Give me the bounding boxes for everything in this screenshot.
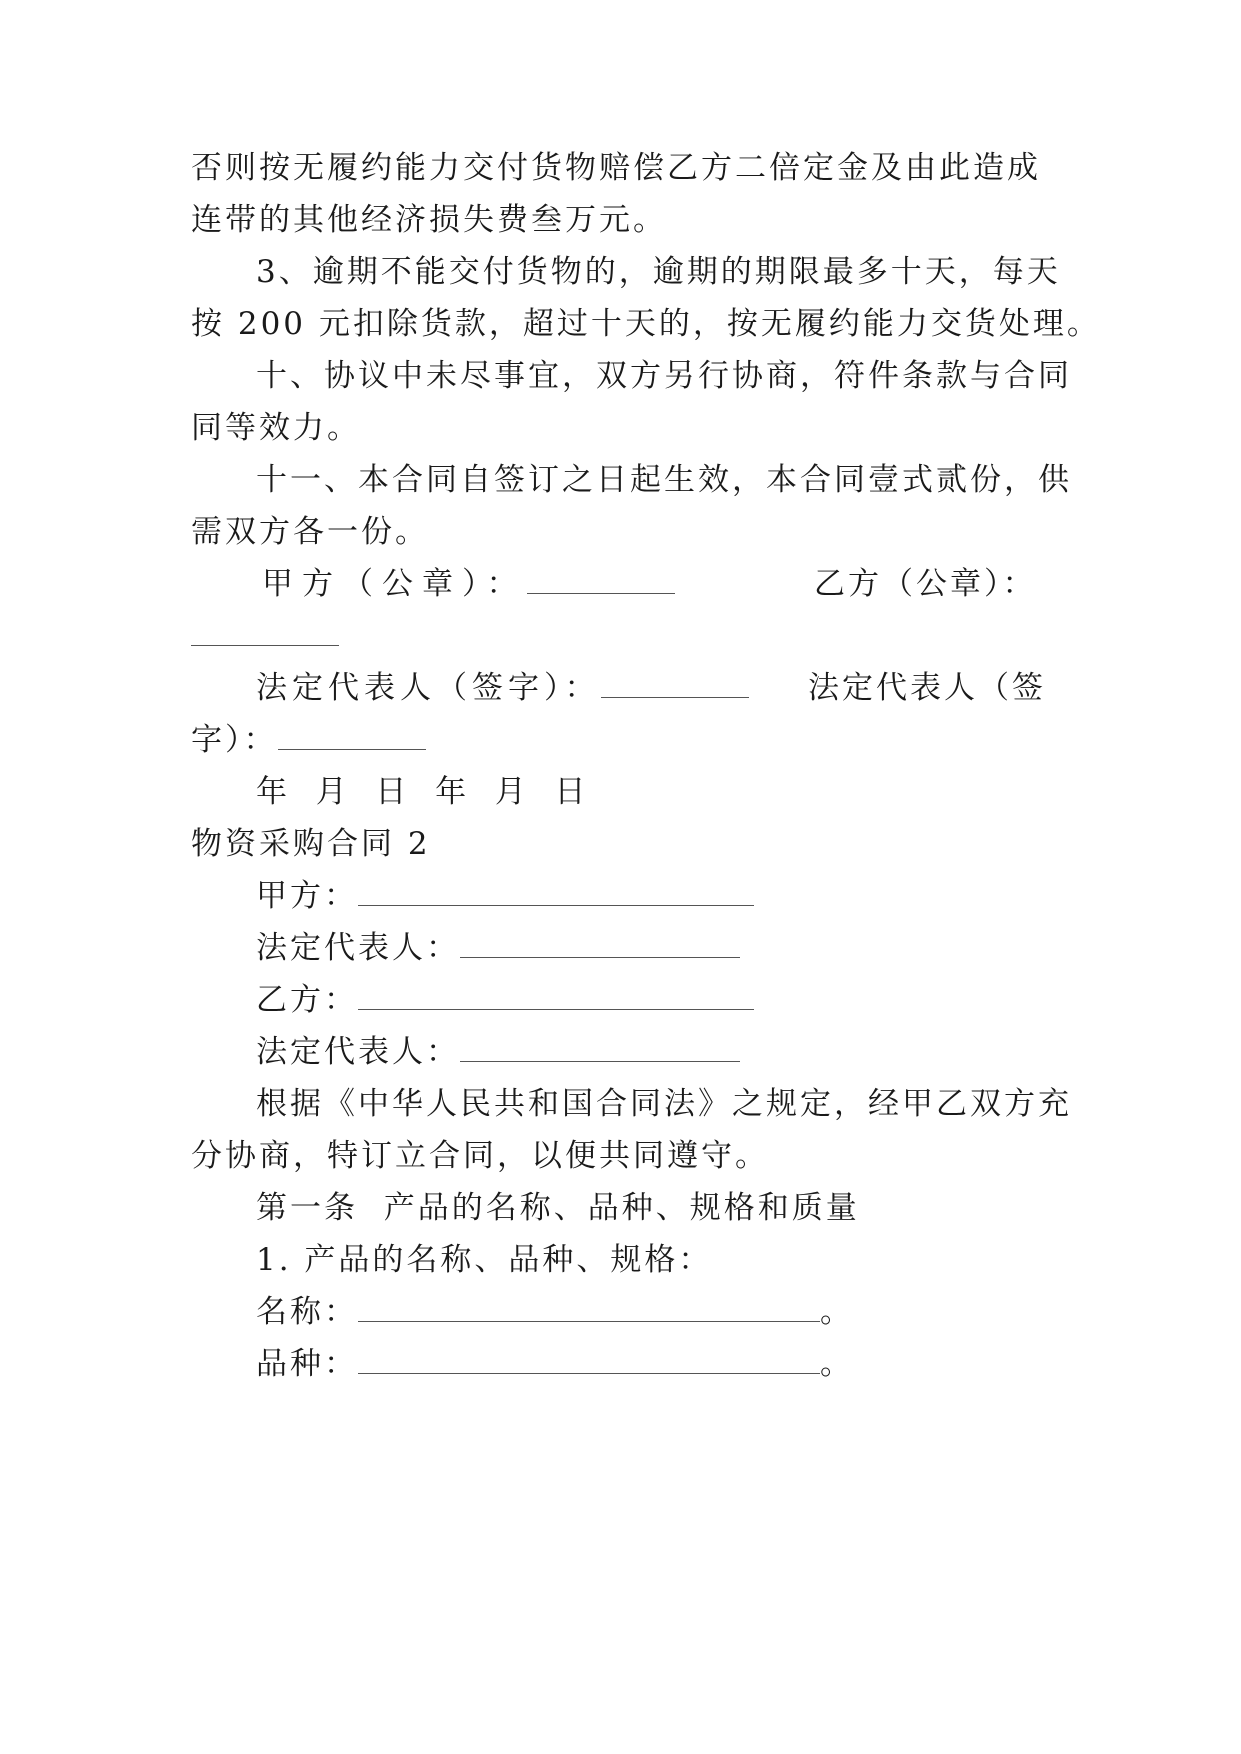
legal-rep-sign-label-b-cont: 字）： (191, 722, 278, 758)
date-line: 年 月 日 年 月 日 (256, 774, 589, 810)
legal-rep-sign-label-a: 法定代表人（签字）： (256, 670, 601, 706)
variety-label: 品种： (256, 1346, 358, 1382)
legal-rep-a-blank (460, 929, 740, 958)
legal-rep-b-row (256, 1032, 740, 1072)
legal-rep-a-label: 法定代表人： (256, 930, 460, 966)
item-1-heading: 1. 产品的名称、品种、规格： (256, 1242, 713, 1278)
paragraph-line: 3、逾期不能交付货物的，逾期的期限最多十天，每天 (256, 254, 1061, 290)
preamble-line: 根据《中华人民共和国合同法》之规定，经甲乙双方充 (256, 1086, 1072, 1122)
legal-rep-a-row (256, 928, 740, 968)
party-a-blank (358, 877, 754, 906)
name-label: 名称： (256, 1294, 358, 1330)
clause-11-line: 需双方各一份。 (191, 514, 429, 550)
variety-period: 。 (820, 1346, 854, 1382)
legal-rep-sign-blank-a (601, 669, 749, 698)
party-b-seal-row (191, 616, 339, 656)
name-period: 。 (820, 1294, 854, 1330)
name-blank (358, 1293, 820, 1322)
clause-10-line: 十、协议中未尽事宜，双方另行协商，符件条款与合同 (256, 358, 1072, 394)
paragraph-line: 按 200 元扣除货款，超过十天的，按无履约能力交货处理。 (191, 306, 1101, 342)
variety-blank (358, 1345, 820, 1374)
preamble-line: 分协商，特订立合同，以便共同遵守。 (191, 1138, 769, 1174)
legal-rep-sign-row-b (191, 720, 426, 760)
legal-rep-b-blank (460, 1033, 740, 1062)
legal-rep-b-label: 法定代表人： (256, 1034, 460, 1070)
article-1-heading: 第一条 产品的名称、品种、规格和质量 (256, 1190, 860, 1226)
party-a-seal-row (262, 564, 675, 604)
party-a-seal-label: 甲方（公章）： (262, 566, 527, 602)
paragraph-line: 连带的其他经济损失费叁万元。 (191, 202, 667, 238)
legal-rep-sign-label-b: 法定代表人（签 (808, 670, 1046, 706)
party-a-label: 甲方： (256, 878, 358, 914)
contract-2-title: 物资采购合同 2 (191, 826, 431, 862)
party-a-row (256, 876, 754, 916)
name-row (256, 1292, 854, 1332)
paragraph-line: 否则按无履约能力交付货物赔偿乙方二倍定金及由此造成 (191, 150, 1041, 186)
legal-rep-sign-row-a (256, 668, 749, 708)
clause-10-line: 同等效力。 (191, 410, 361, 446)
party-b-row (256, 980, 754, 1020)
party-b-blank (358, 981, 754, 1010)
legal-rep-sign-blank-b (278, 721, 426, 750)
clause-11-line: 十一、本合同自签订之日起生效，本合同壹式贰份，供 (256, 462, 1072, 498)
party-a-seal-blank (527, 565, 675, 594)
party-b-seal-blank (191, 617, 339, 646)
party-b-seal-label: 乙方（公章）： (814, 566, 1037, 602)
party-b-label: 乙方： (256, 982, 358, 1018)
variety-row (256, 1344, 854, 1384)
